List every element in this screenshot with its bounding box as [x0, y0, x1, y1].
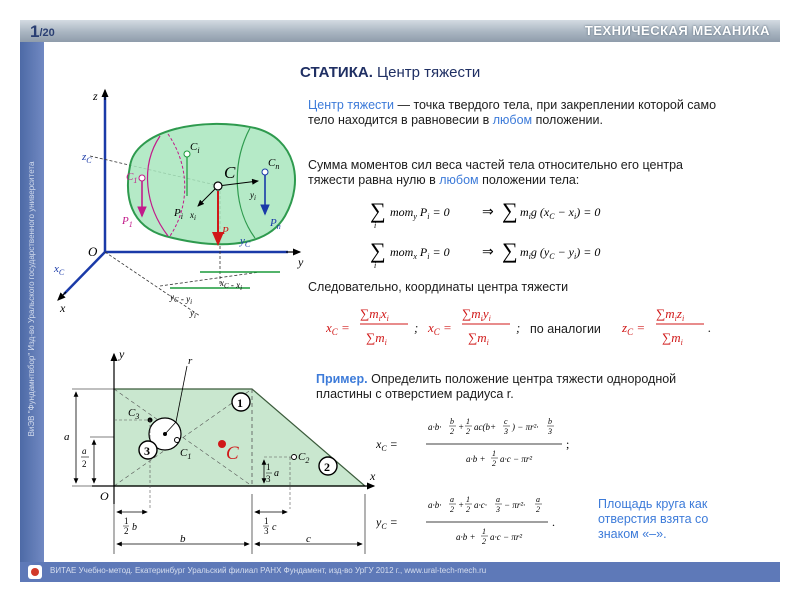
page-number [30, 22, 55, 42]
svg-text:− πr²·: − πr²· [504, 500, 526, 510]
svg-text:a·c·: a·c· [474, 500, 487, 510]
svg-text:1: 1 [466, 495, 470, 504]
svg-text:;: ; [566, 437, 570, 451]
svg-text:y: y [119, 347, 125, 361]
moment-statement [308, 158, 728, 188]
area-sign-note: Площадь круга как отверстия взята со знаком «–». [598, 497, 709, 541]
svg-text:a: a [82, 446, 87, 456]
svg-text:2: 2 [482, 537, 486, 546]
footer-text: ВИТАЕ Учебно-метод. Екатеринбург Уральский филиал РАНХ Фундамент, изд-во УрГУ 2012 г., www.ural-tech-mech.ru [50, 566, 487, 575]
svg-text:a: a [536, 495, 540, 504]
svg-text:mig (yC − yi) = 0: $m_ig$ $(y_C - y_i) = 0$ [520, 245, 601, 261]
title-rest: Центр тяжести [372, 64, 481, 81]
svg-text:+: + [458, 500, 465, 510]
page-total: /20 [39, 27, 55, 39]
svg-text:b: b [548, 417, 552, 426]
definition-text-b: положении. [532, 113, 603, 127]
svg-text:xi: $x_i$ [190, 210, 196, 222]
svg-text:⇒: ⇒ [482, 245, 494, 260]
svg-text:a·c − πr²: a·c − πr² [490, 532, 523, 542]
svg-text:∑mizi: $\sum m_iz_i$ [656, 306, 685, 323]
svg-text:1: 1 [237, 396, 243, 410]
plate-diagram [52, 344, 382, 560]
svg-text:a: a [450, 495, 454, 504]
svg-text:1: 1 [264, 516, 269, 526]
svg-text:.: . [708, 320, 712, 335]
svg-text:∑: ∑ [370, 198, 386, 223]
svg-text:a·c − πr²: a·c − πr² [500, 454, 533, 464]
svg-text:2: 2 [450, 505, 454, 514]
svg-text:C: C [224, 163, 236, 182]
svg-text:Pi: $P_i$ [174, 207, 183, 221]
svg-text:∑: ∑ [502, 238, 518, 263]
svg-text:a: a [496, 495, 500, 504]
svg-text:c: c [306, 533, 311, 545]
svg-text:C: C [226, 443, 239, 464]
definition-highlight: любом [492, 113, 533, 127]
svg-text:b: b [132, 522, 137, 533]
center-of-gravity-point [214, 182, 222, 190]
svg-text:⇒: ⇒ [482, 205, 494, 220]
subject-title: ТЕХНИЧЕСКАЯ МЕХАНИКА [584, 23, 770, 38]
moment-highlight: любом [439, 173, 479, 187]
side-band [20, 42, 44, 562]
footer-bar [20, 562, 780, 582]
svg-text:3: 3 [264, 526, 269, 536]
svg-text:xC =: $x_C$ = [428, 320, 452, 337]
publisher-logo-icon [28, 565, 42, 579]
svg-text:mig (xC − xi) = 0: $m_ig$ $(x_C - x_i) = 0$ [520, 205, 601, 221]
svg-text:+: + [458, 422, 465, 432]
svg-text:yC - yi: $y_C - y_i$ [170, 292, 193, 306]
svg-text:a·b +: a·b + [466, 454, 486, 464]
svg-text:1: 1 [492, 449, 496, 458]
svg-text:xC =: $x_C$ = [376, 437, 398, 453]
svg-text:2: 2 [466, 505, 470, 514]
moment-equations [370, 190, 650, 280]
header-bar [20, 20, 780, 42]
svg-text:2: 2 [466, 427, 470, 436]
svg-text:;: ; [414, 320, 419, 335]
definition-text-a: — точка твердого тела, при закреплении которой само тело находится в равновесии в [308, 98, 717, 127]
coordinate-formulas [326, 296, 726, 356]
svg-text:xC - xi: $x_C - x_i$ [220, 278, 243, 292]
svg-text:a·b·: a·b· [428, 500, 442, 510]
svg-text:z: z [93, 89, 98, 103]
svg-text:P: P [222, 225, 229, 237]
x-axis-line [64, 252, 105, 294]
svg-text:;: ; [516, 320, 521, 335]
svg-text:c: c [504, 417, 508, 426]
svg-text:3: 3 [266, 474, 271, 484]
svg-text:.: . [552, 515, 555, 529]
svg-text:yi: $y_i$ [190, 308, 196, 320]
example-label: Пример. [316, 372, 368, 386]
svg-text:zC: $z_C$ [82, 151, 92, 165]
svg-text:zC =: $z_C$ = [622, 320, 646, 337]
svg-text:y: y [298, 255, 304, 269]
svg-text:∑mi: $\sum m_i$ [662, 330, 683, 347]
svg-text:x: x [60, 301, 66, 315]
svg-text:a·b +: a·b + [456, 532, 476, 542]
svg-text:momx Pi = 0: mom$_x$ $P_i = 0$ [390, 245, 450, 261]
svg-text:1: 1 [466, 417, 470, 426]
svg-text:2: 2 [82, 459, 87, 469]
page-current: 1 [30, 22, 40, 41]
consequence-text: Следовательно, координаты центра тяжести [308, 280, 569, 294]
svg-text:b: b [180, 533, 186, 545]
definition-term: Центр тяжести [308, 98, 395, 112]
svg-text:2: 2 [124, 526, 129, 536]
svg-text:3: 3 [548, 427, 552, 436]
svg-text:) − πr²·: ) − πr²· [512, 422, 539, 432]
center-of-gravity-3d-diagram [50, 86, 310, 326]
svg-text:yC: $y_C$ [240, 235, 251, 249]
svg-text:C2: $C_2$ [298, 451, 310, 465]
example-text: Определить положение центра тяжести однородной пластины с отверстием радиуса r. [316, 372, 677, 401]
svg-text:x: x [370, 469, 376, 483]
svg-text:a: a [274, 468, 279, 479]
svg-text:∑mi: $\sum m_i$ [366, 330, 387, 347]
moment-text-a: Сумма моментов сил веса частей тела относительно его центра тяжести равна нулю в [308, 158, 683, 187]
svg-text:1: 1 [266, 462, 271, 472]
svg-text:Cn: $C_n$ [268, 157, 280, 171]
svg-text:∑: ∑ [502, 198, 518, 223]
svg-text:Pn: $P_n$ [270, 217, 281, 231]
svg-text:yi: $y_i$ [250, 190, 256, 202]
svg-text:C1: $C_1$ [126, 171, 138, 185]
example-solution-formulas [376, 408, 616, 558]
svg-text:i: i [374, 261, 377, 270]
svg-text:xC =: $x_C$ = [326, 320, 350, 337]
svg-text:C1: $C_1$ [180, 447, 192, 461]
svg-text:1: 1 [482, 527, 486, 536]
svg-text:O: O [100, 489, 109, 503]
svg-text:∑mi: $\sum m_i$ [468, 330, 489, 347]
svg-text:C3: $C_3$ [128, 407, 140, 421]
svg-text:∑miyi: $\sum m_iy_i$ [462, 306, 491, 323]
svg-text:ac(b+: ac(b+ [474, 422, 497, 432]
svg-text:a: a [64, 431, 70, 443]
svg-text:r: r [188, 355, 193, 367]
title-bold: СТАТИКА. [300, 64, 373, 81]
svg-text:xC: $x_C$ [54, 263, 65, 277]
svg-text:2: 2 [450, 427, 454, 436]
moment-text-b: положении тела: [478, 173, 580, 187]
svg-text:momy Pi = 0: mom$_y$ $P_i = 0$ [390, 205, 450, 221]
svg-text:yC =: $y_C$ = [376, 515, 398, 531]
svg-text:∑: ∑ [370, 238, 386, 263]
page-title [300, 64, 480, 81]
svg-text:c: c [272, 522, 277, 533]
svg-text:∑mixi: $\sum m_ix_i$ [360, 306, 389, 323]
definition-paragraph [308, 98, 718, 128]
svg-text:O: O [88, 244, 98, 259]
svg-text:3: 3 [496, 505, 500, 514]
svg-text:3: 3 [504, 427, 508, 436]
svg-text:1: 1 [124, 516, 129, 526]
by-analogy-text: по аналогии [530, 322, 601, 336]
svg-text:i: i [374, 221, 377, 230]
svg-text:a·b·: a·b· [428, 422, 442, 432]
svg-text:b: b [450, 417, 454, 426]
side-caption: ВиЭВ "Фундамнтвбор" Изд-во Уральского государственного университета [27, 161, 36, 437]
svg-text:3: 3 [144, 444, 150, 458]
svg-text:P1: $P_1$ [122, 215, 133, 229]
svg-text:2: 2 [536, 505, 540, 514]
svg-text:Ci: $C_i$ [190, 141, 200, 155]
svg-text:2: 2 [324, 460, 330, 474]
svg-text:2: 2 [492, 459, 496, 468]
